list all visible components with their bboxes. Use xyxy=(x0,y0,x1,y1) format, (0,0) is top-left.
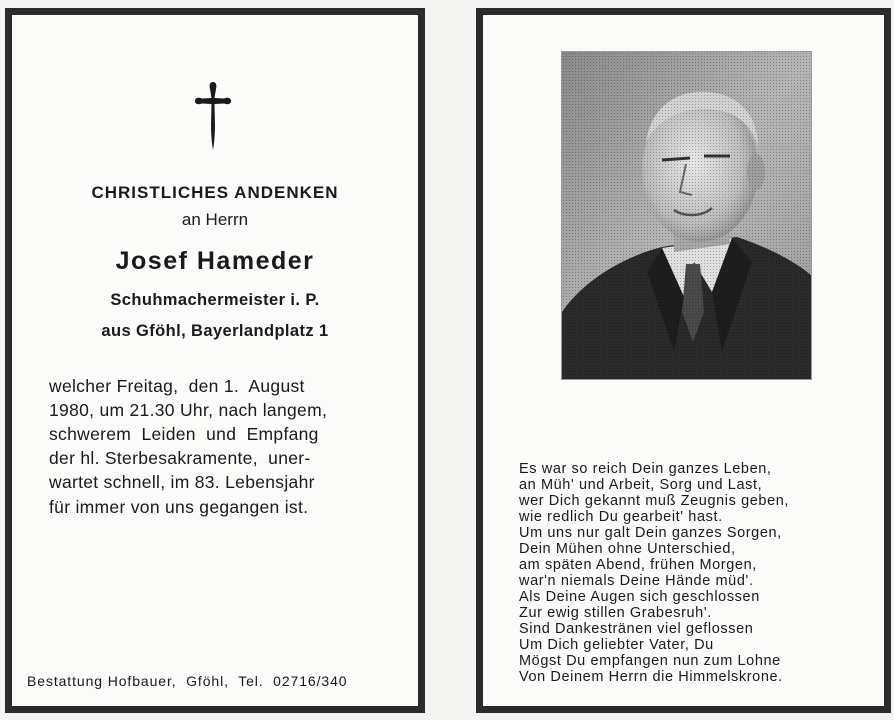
obituary-line: der hl. Sterbesakramente, uner- xyxy=(49,448,311,468)
deceased-name: Josef Hameder xyxy=(115,247,315,275)
portrait-photo xyxy=(561,51,812,380)
origin-address: aus Gföhl, Bayerlandplatz 1 xyxy=(101,322,329,340)
obituary-line: 1980, um 21.30 Uhr, nach langem, xyxy=(49,400,328,420)
poem-line: Um Dich geliebter Vater, Du xyxy=(519,637,714,653)
poem-line: Dein Mühen ohne Unterschied, xyxy=(519,541,736,557)
profession: Schuhmachermeister i. P. xyxy=(110,291,320,309)
poem-line: Sind Dankestränen viel geflossen xyxy=(519,621,754,637)
poem-line: war'n niemals Deine Hände müd'. xyxy=(519,573,754,589)
obituary-line: welcher Freitag, den 1. August xyxy=(49,376,305,396)
memorial-card-back xyxy=(476,8,891,713)
memorial-card-front xyxy=(5,8,425,713)
poem-line: am späten Abend, frühen Morgen, xyxy=(519,557,757,573)
poem-line: Zur ewig stillen Grabesruh'. xyxy=(519,605,712,621)
poem-line: an Müh' und Arbeit, Sorg und Last, xyxy=(519,477,763,493)
card-heading: CHRISTLICHES ANDENKEN xyxy=(91,183,339,202)
obituary-line: schwerem Leiden und Empfang xyxy=(49,424,319,444)
salutation: an Herrn xyxy=(181,210,249,229)
funeral-home-footer: Bestattung Hofbauer, Gföhl, Tel. 02716/340 xyxy=(27,673,348,689)
cross-icon xyxy=(193,80,233,152)
poem-line: Als Deine Augen sich geschlossen xyxy=(519,589,760,605)
poem-line: wer Dich gekannt muß Zeugnis geben, xyxy=(519,493,790,509)
poem-line: Mögst Du empfangen nun zum Lohne xyxy=(519,653,781,669)
poem-line: Es war so reich Dein ganzes Leben, xyxy=(519,461,772,477)
obituary-line: wartet schnell, im 83. Lebensjahr xyxy=(49,472,315,492)
poem-line: Von Deinem Herrn die Himmelskrone. xyxy=(519,669,783,685)
obituary-line: für immer von uns gegangen ist. xyxy=(49,497,309,517)
poem-line: wie redlich Du gearbeit' hast. xyxy=(519,509,723,525)
poem-line: Um uns nur galt Dein ganzes Sorgen, xyxy=(519,525,782,541)
